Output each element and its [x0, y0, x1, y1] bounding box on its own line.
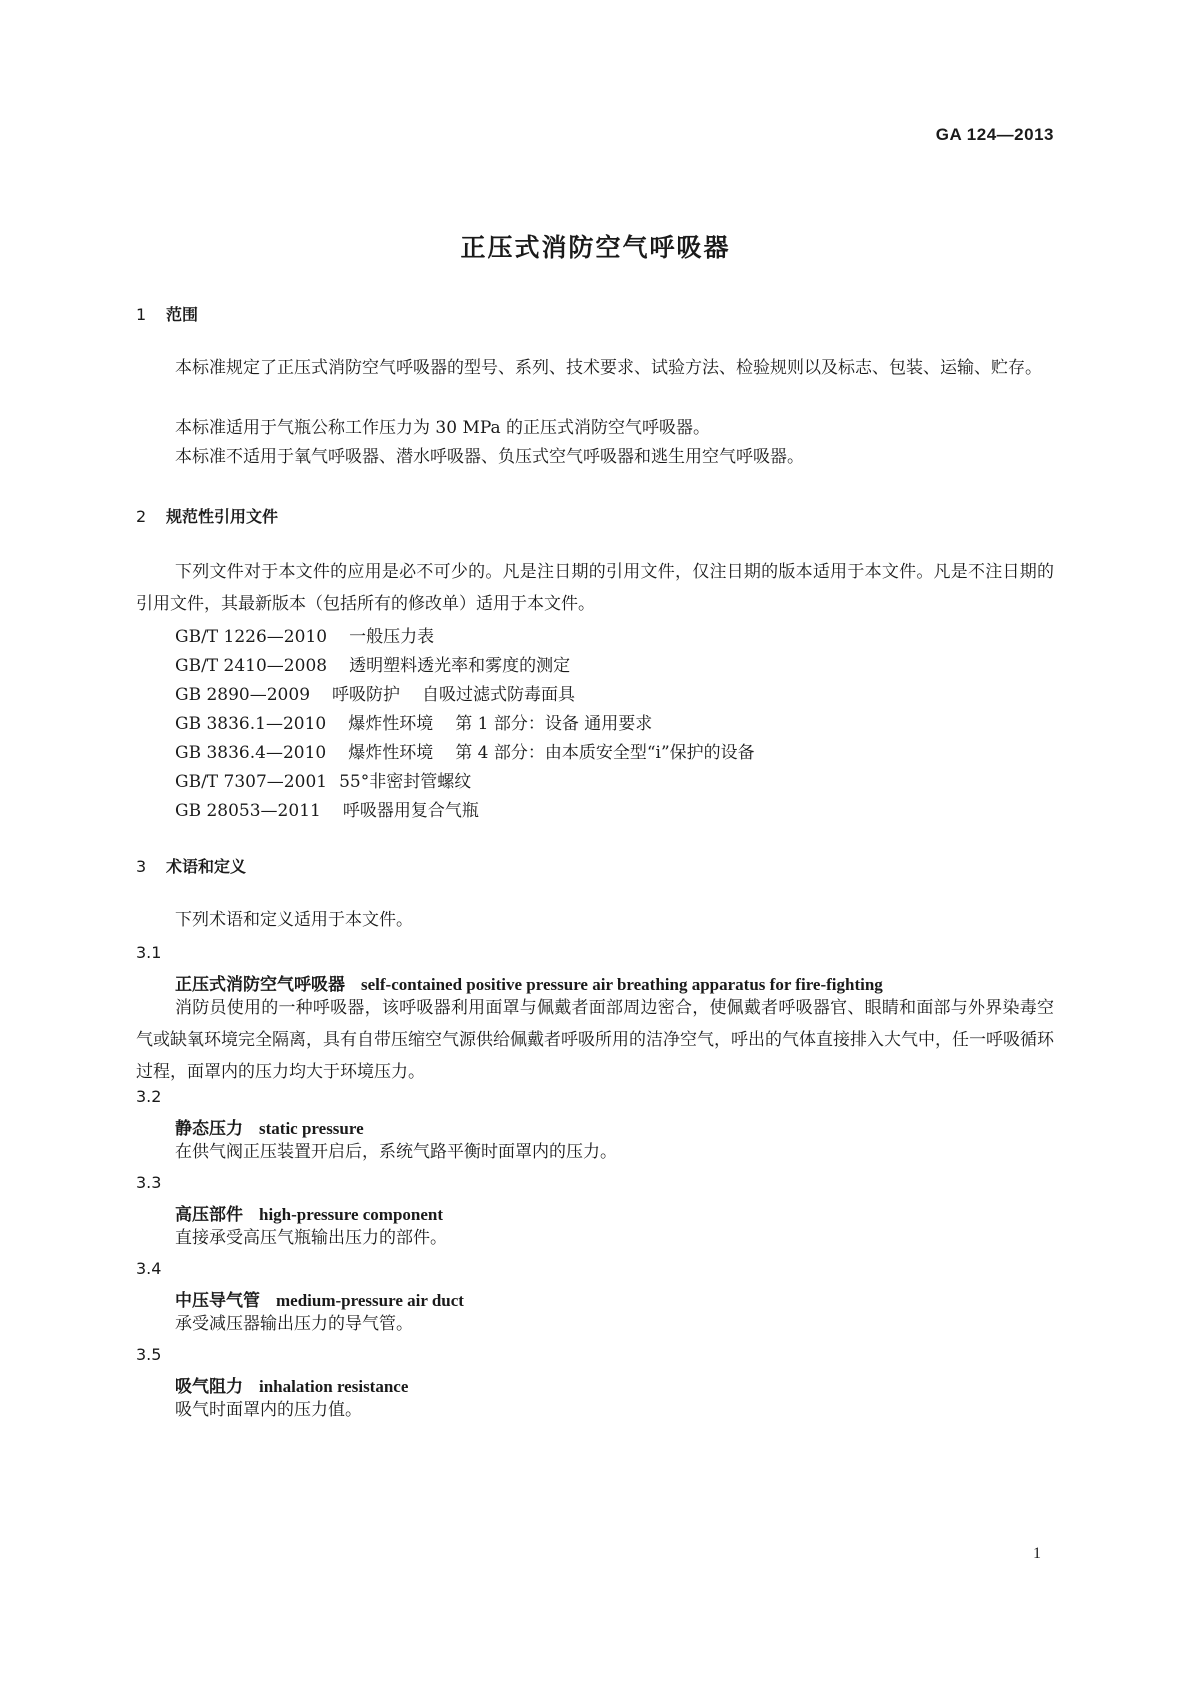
reference-item: [175, 622, 434, 647]
paragraph: 本标准规定了正压式消防空气呼吸器的型号、系列、技术要求、试验方法、检验规则以及标志、包装、运输、贮存。: [175, 358, 1042, 378]
reference-code: GB 28053—2011: [175, 801, 321, 821]
section-title: 范围: [166, 305, 199, 324]
clause-number: 3.1: [136, 943, 162, 962]
term-definition: 在供气阀正压装置开启后，系统气路平衡时面罩内的压力。: [175, 1142, 617, 1162]
term-definition: 吸气时面罩内的压力值。: [175, 1400, 362, 1420]
reference-title: 一般压力表: [349, 627, 435, 647]
document-title: 正压式消防空气呼吸器: [460, 233, 731, 262]
section-heading-scope: [136, 302, 198, 325]
term-zh: 吸气阻力: [175, 1377, 243, 1397]
clause-number: 3.3: [136, 1173, 162, 1192]
term-en: self-contained positive pressure air breathing apparatus for fire-fighting: [361, 975, 883, 994]
standard-code: GA 124—2013: [935, 125, 1054, 144]
term-en: inhalation resistance: [259, 1377, 409, 1396]
clause-number: 3.4: [136, 1259, 162, 1278]
reference-subtitle: 第 1 部分：设备 通用要求: [455, 714, 653, 734]
reference-title: 呼吸防护: [332, 685, 401, 705]
reference-code: GB 2890—2009: [175, 685, 311, 705]
section-number: 2: [136, 507, 147, 526]
reference-code: GB/T 2410—2008: [175, 656, 328, 676]
term-zh: 静态压力: [175, 1119, 243, 1139]
reference-subtitle: 自吸过滤式防毒面具: [422, 685, 576, 705]
paragraph: 下列术语和定义适用于本文件。: [175, 910, 413, 930]
term-definition: 消防员使用的一种呼吸器，该呼吸器利用面罩与佩戴者面部周边密合，使佩戴者呼吸器官、眼睛和面部与外界染毒空气或缺氧环境完全隔离，具有自带压缩空气源供给佩戴者呼吸所用的洁净空气，呼出的气体直接排入大气中，任一呼吸循环过程，面罩内的压力均大于环境压力。: [136, 998, 1054, 1082]
reference-title: 呼吸器用复合气瓶: [342, 801, 479, 821]
reference-title: 55°非密封管螺纹: [339, 772, 472, 792]
reference-item: [175, 709, 652, 734]
paragraph: 本标准适用于气瓶公称工作压力为 30 MPa 的正压式消防空气呼吸器。: [175, 418, 711, 438]
term-en: high-pressure component: [259, 1205, 444, 1224]
reference-title: 爆炸性环境: [348, 714, 434, 734]
section-title: 术语和定义: [166, 857, 247, 876]
term-definition: 直接承受高压气瓶输出压力的部件。: [175, 1228, 447, 1248]
reference-code: GB 3836.4—2010: [175, 743, 327, 763]
reference-subtitle: 第 4 部分：由本质安全型“i”保护的设备: [455, 743, 755, 763]
reference-item: [175, 651, 570, 676]
term-zh: 中压导气管: [175, 1291, 260, 1311]
reference-title: 透明塑料透光率和雾度的测定: [349, 656, 571, 676]
section-heading-normative-references: [136, 504, 278, 527]
term-en: static pressure: [259, 1119, 364, 1138]
section-number: 1: [136, 305, 147, 324]
term-zh: 正压式消防空气呼吸器: [175, 975, 345, 995]
section-heading-terms-and-definitions: [136, 854, 246, 877]
term-en: medium-pressure air duct: [276, 1291, 464, 1310]
term-definition: 承受减压器输出压力的导气管。: [175, 1314, 413, 1334]
page-number: 1: [1033, 1545, 1041, 1562]
term-zh: 高压部件: [175, 1205, 243, 1225]
section-number: 3: [136, 857, 147, 876]
paragraph: 下列文件对于本文件的应用是必不可少的。凡是注日期的引用文件，仅注日期的版本适用于本文件。凡是不注日期的引用文件，其最新版本（包括所有的修改单）适用于本文件。: [136, 562, 1054, 614]
clause-number: 3.2: [136, 1087, 162, 1106]
clause-number: 3.5: [136, 1345, 162, 1364]
reference-code: GB/T 7307—2001: [175, 772, 328, 792]
reference-item: [175, 738, 755, 763]
reference-item: [175, 767, 471, 792]
paragraph: 本标准不适用于氧气呼吸器、潜水呼吸器、负压式空气呼吸器和逃生用空气呼吸器。: [175, 447, 804, 467]
reference-item: [175, 796, 479, 821]
section-title: 规范性引用文件: [166, 507, 279, 526]
reference-title: 爆炸性环境: [348, 743, 434, 763]
reference-code: GB/T 1226—2010: [175, 627, 328, 647]
reference-code: GB 3836.1—2010: [175, 714, 327, 734]
reference-item: [175, 680, 575, 705]
